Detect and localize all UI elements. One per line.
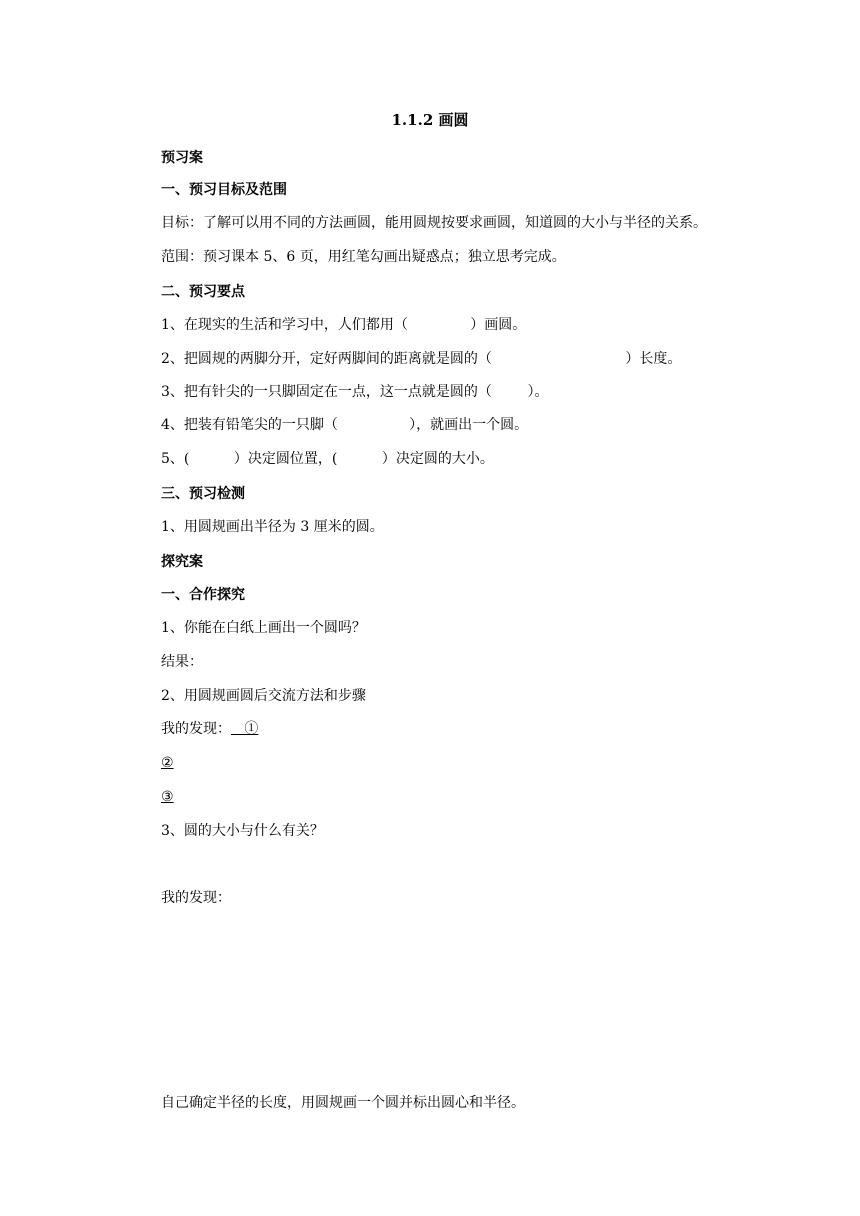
finding-label: 我的发现：: [161, 721, 231, 737]
finding-line-1: [161, 722, 258, 736]
scope-text: 范围：预习课本 5、6 页，用红笔勾画出疑惑点；独立思考完成。: [161, 249, 566, 265]
question-2: 2、用圆规画圆后交流方法和步骤: [161, 688, 366, 704]
keypoint-item: 2、把圆规的两脚分开，定好两脚间的距离就是圆的（ ）长度。: [161, 351, 682, 367]
finding-mark-2: ②: [161, 755, 174, 771]
finding-mark-1: ①: [231, 721, 259, 737]
result-label: 结果：: [161, 654, 203, 670]
preview-heading: 预习案: [161, 150, 203, 166]
keypoint-item: 5、( ）决定圆位置，( ）决定圆的大小。: [161, 451, 494, 467]
keypoint-item: 3、把有针尖的一只脚固定在一点，这一点就是圆的（ ）。: [161, 384, 549, 400]
explore-heading: 探究案: [161, 554, 203, 570]
question-1: 1、你能在白纸上画出一个圆吗？: [161, 620, 366, 636]
section-heading-check: 三、预习检测: [161, 486, 245, 502]
finding-mark-3: ③: [161, 789, 174, 805]
keypoint-item: 4、把装有铅笔尖的一只脚（ ），就画出一个圆。: [161, 417, 529, 433]
finding-label-2: 我的发现：: [161, 890, 231, 906]
document-title: 1.1.2 画圆: [391, 111, 469, 129]
section-heading-goals: 一、预习目标及范围: [161, 182, 287, 198]
keypoint-item: 1、在现实的生活和学习中，人们都用（ ）画圆。: [161, 317, 527, 333]
question-3: 3、圆的大小与什么有关？: [161, 823, 324, 839]
section-heading-keypoints: 二、预习要点: [161, 284, 245, 300]
goal-text: 目标：了解可以用不同的方法画圆，能用圆规按要求画圆，知道圆的大小与半径的关系。: [161, 215, 707, 231]
check-item: 1、用圆规画出半径为 3 厘米的圆。: [161, 519, 384, 535]
task-text: 自己确定半径的长度，用圆规画一个圆并标出圆心和半径。: [161, 1095, 525, 1111]
section-heading-cooperate: 一、合作探究: [161, 587, 245, 603]
